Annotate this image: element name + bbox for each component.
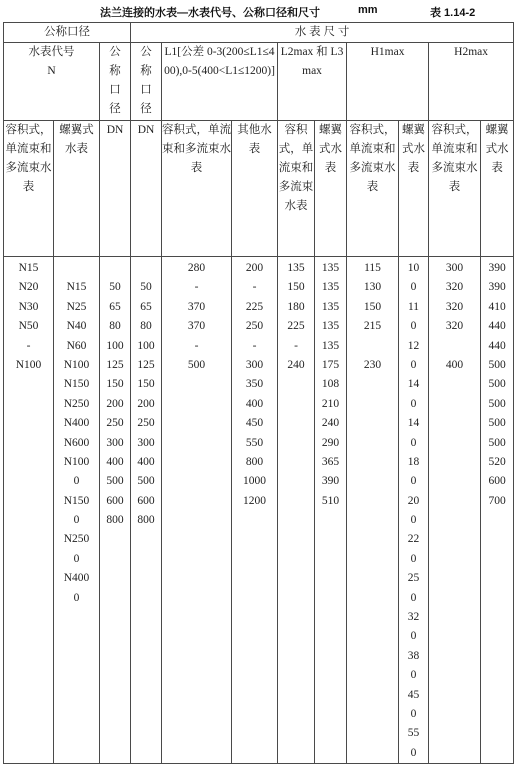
sub-l1-other: 其他水表	[232, 121, 278, 257]
cell-value: N15	[18, 262, 39, 274]
cell-value: 14	[407, 378, 420, 391]
cell-value: 500	[488, 358, 506, 371]
cell-value: 0	[410, 320, 417, 333]
cell-value: 200	[245, 262, 264, 274]
cell-value: 20	[407, 494, 420, 507]
cell-value: 600	[106, 494, 124, 507]
cell-value: N50	[18, 320, 39, 333]
cell-value: 32	[407, 611, 420, 624]
cell-value: 440	[488, 320, 506, 333]
cell-value: 135	[321, 320, 340, 333]
cell-value: 320	[445, 281, 464, 294]
sub-dn-2: DN	[131, 121, 162, 257]
cell-value: N15	[66, 281, 87, 294]
cell-value: 125	[106, 358, 124, 371]
cell-value: 290	[321, 436, 340, 449]
cell-value	[131, 259, 161, 278]
l1-header: L1[公差 0-3(200≤L1≤400),0-5(400<L1≤1200)]	[162, 43, 278, 121]
cell-value: 500	[488, 397, 506, 410]
table-title-text: 法兰连接的水表—水表代号、公称口径和尺寸	[100, 7, 320, 19]
cell-value	[429, 337, 480, 356]
cell-value: N150	[63, 494, 90, 507]
cell-value: 230	[363, 358, 382, 371]
cell-value: N60	[66, 339, 87, 352]
model-code-symbol: N	[47, 65, 56, 77]
sub-volumetric: 容积式，单流束和多流束水表	[4, 121, 54, 257]
cell-value: 0	[410, 358, 417, 371]
cell-value: 135	[287, 262, 305, 274]
cell-value: -	[294, 339, 298, 352]
cell-value: 300	[137, 436, 155, 449]
sub-dn-1: DN	[100, 121, 131, 257]
model-code-header	[4, 43, 100, 121]
sub-h2-woltman: 螺翼式水表	[481, 121, 514, 257]
col-h1-woltman	[399, 257, 429, 764]
cell-value: 300	[106, 436, 124, 449]
col-h2-volumetric	[429, 257, 481, 764]
cell-value: 400	[245, 397, 264, 410]
cell-value: N100	[15, 358, 42, 371]
group-dims-header: 水 表 尺 寸	[131, 23, 514, 43]
cell-value: 55	[407, 727, 420, 740]
col-h1-volumetric	[347, 257, 399, 764]
cell-value: N400	[63, 417, 90, 430]
cell-value: 240	[287, 358, 305, 371]
cell-value: N20	[18, 281, 39, 294]
cell-value: 22	[407, 533, 420, 546]
cell-value: 150	[287, 281, 305, 294]
cell-value: 300	[245, 358, 264, 371]
cell-value: 365	[321, 455, 340, 468]
col-l2-volumetric	[278, 257, 315, 764]
cell-value: 280	[187, 262, 206, 274]
cell-value: 18	[407, 455, 420, 468]
cell-value: 400	[137, 455, 155, 468]
cell-value	[54, 259, 99, 278]
cell-value: 250	[137, 417, 155, 430]
cell-value: N30	[18, 300, 39, 313]
cell-value: 410	[488, 300, 506, 313]
cell-value: 500	[137, 475, 155, 488]
cell-value: 500	[488, 378, 506, 391]
cell-value: 0	[410, 746, 417, 759]
cell-value: 700	[488, 494, 506, 507]
cell-value: 520	[488, 455, 506, 468]
cell-value: 80	[109, 320, 121, 333]
cell-value: 240	[321, 417, 340, 430]
cell-value: 550	[245, 436, 264, 449]
col-dn-2	[131, 257, 162, 764]
sub-h2-volumetric: 容积式，单流束和多流束水表	[429, 121, 481, 257]
data-row	[4, 257, 514, 764]
cell-value: 100	[106, 339, 124, 352]
cell-value: 370	[187, 300, 206, 313]
sub-h1-volumetric: 容积式，单流束和多流束水表	[347, 121, 399, 257]
cell-value: 45	[407, 688, 420, 701]
cell-value: N100	[63, 455, 90, 468]
sub-l2-woltman: 螺翼式水表	[315, 121, 347, 257]
cell-value: 0	[73, 552, 80, 565]
cell-value: 50	[109, 281, 121, 294]
cell-value: 0	[410, 707, 417, 720]
cell-value: N400	[63, 572, 90, 585]
cell-value: 600	[137, 494, 155, 507]
cell-value: 320	[445, 300, 464, 313]
cell-value: 10	[407, 262, 420, 274]
cell-value: -	[26, 339, 31, 352]
l2-l3-header: L2max 和 L3max	[278, 43, 347, 121]
col-n-volumetric	[4, 257, 54, 764]
cell-value: 500	[488, 417, 506, 430]
cell-value: 300	[445, 262, 464, 274]
cell-value: 150	[363, 300, 382, 313]
col-n-woltman	[54, 257, 100, 764]
cell-value	[100, 259, 130, 278]
table-unit: mm	[358, 4, 378, 16]
cell-value: 0	[410, 514, 417, 527]
cell-value: N40	[66, 320, 87, 333]
cell-value: -	[252, 281, 257, 294]
group-nominal-header: 公称口径	[4, 23, 131, 43]
cell-value: 390	[321, 475, 340, 488]
cell-value: 500	[187, 358, 206, 371]
table-title	[0, 4, 516, 20]
sub-h1-woltman: 螺翼式水表	[399, 121, 429, 257]
cell-value: 80	[140, 320, 152, 333]
cell-value: 500	[106, 475, 124, 488]
cell-value: 125	[137, 358, 155, 371]
cell-value: N250	[63, 533, 90, 546]
cell-value: 800	[137, 514, 155, 527]
cell-value: 200	[106, 397, 124, 410]
cell-value: N600	[63, 436, 90, 449]
cell-value: N150	[63, 378, 90, 391]
cell-value: N25	[66, 300, 87, 313]
cell-value: 250	[106, 417, 124, 430]
cell-value: 600	[488, 475, 506, 488]
col-l1-other	[232, 257, 278, 764]
sub-l1-volumetric: 容积式，单流束和多流束水表	[162, 121, 232, 257]
cell-value: 225	[245, 300, 264, 313]
cell-value: 0	[73, 514, 80, 527]
cell-value: 0	[73, 591, 80, 604]
col-l2-woltman	[315, 257, 347, 764]
model-code-label: 水表代号	[28, 46, 75, 58]
cell-value: 150	[137, 378, 155, 391]
cell-value: 350	[245, 378, 264, 391]
cell-value: 0	[73, 475, 80, 488]
cell-value: 0	[410, 397, 417, 410]
cell-value	[347, 337, 398, 356]
cell-value: -	[252, 339, 257, 352]
cell-value: 0	[410, 591, 417, 604]
sub-woltman: 螺翼式水表	[54, 121, 100, 257]
cell-value: 250	[245, 320, 264, 333]
cell-value: 370	[187, 320, 206, 333]
cell-value: 12	[407, 339, 420, 352]
meter-dimension-table	[3, 22, 514, 764]
cell-value: 440	[488, 339, 506, 352]
col-h2-woltman	[481, 257, 514, 764]
dn-header-1: 公 称 口 径	[100, 43, 131, 121]
cell-value: 14	[407, 417, 420, 430]
cell-value: 0	[410, 669, 417, 682]
cell-value: 50	[140, 281, 152, 294]
cell-value: 100	[137, 339, 155, 352]
cell-value: 115	[364, 262, 381, 274]
cell-value: 210	[321, 397, 340, 410]
cell-value: 130	[363, 281, 382, 294]
cell-value: 135	[321, 300, 340, 313]
cell-value: 175	[321, 358, 340, 371]
cell-value: 320	[445, 320, 464, 333]
cell-value: 390	[488, 281, 506, 294]
cell-value: 0	[410, 630, 417, 643]
cell-value: 135	[321, 281, 340, 294]
cell-value: 65	[140, 300, 152, 313]
cell-value: 400	[106, 455, 124, 468]
h1-header: H1max	[347, 43, 429, 121]
cell-value: 180	[287, 300, 305, 313]
cell-value: 38	[407, 649, 420, 662]
sub-l2-volumetric: 容积式，单流束和多流束水表	[278, 121, 315, 257]
cell-value: N250	[63, 397, 90, 410]
cell-value: 510	[321, 494, 340, 507]
dn-header-2: 公 称 口 径	[131, 43, 162, 121]
group-header-row	[4, 23, 514, 43]
col-dn-1	[100, 257, 131, 764]
cell-value: 0	[410, 475, 417, 488]
cell-value: 225	[287, 320, 305, 333]
cell-value: 0	[410, 436, 417, 449]
cell-value: 0	[410, 281, 417, 294]
cell-value: 11	[407, 300, 420, 313]
cell-value: 108	[321, 378, 340, 391]
cell-value: -	[194, 339, 199, 352]
cell-value: 1000	[243, 475, 267, 488]
cell-value: 0	[410, 552, 417, 565]
cell-value: 150	[106, 378, 124, 391]
cell-value: 500	[488, 436, 506, 449]
cell-value: 400	[445, 358, 464, 371]
cell-value: 135	[321, 262, 340, 274]
cell-value: 135	[321, 339, 340, 352]
cell-value: 800	[245, 455, 264, 468]
cell-value: 200	[137, 397, 155, 410]
cell-value: 1200	[243, 494, 267, 507]
cell-value: -	[194, 281, 199, 294]
table-number: 表 1.14-2	[430, 7, 476, 19]
cell-value: 65	[109, 300, 121, 313]
cell-value: 215	[363, 320, 382, 333]
cell-value: 800	[106, 514, 124, 527]
cell-value: N100	[63, 358, 90, 371]
cell-value: 25	[407, 572, 420, 585]
subheader-row	[4, 121, 514, 257]
col-l1-volumetric	[162, 257, 232, 764]
column-header-row	[4, 43, 514, 121]
cell-value: 450	[245, 417, 264, 430]
cell-value: 390	[488, 262, 506, 274]
h2-header: H2max	[429, 43, 514, 121]
